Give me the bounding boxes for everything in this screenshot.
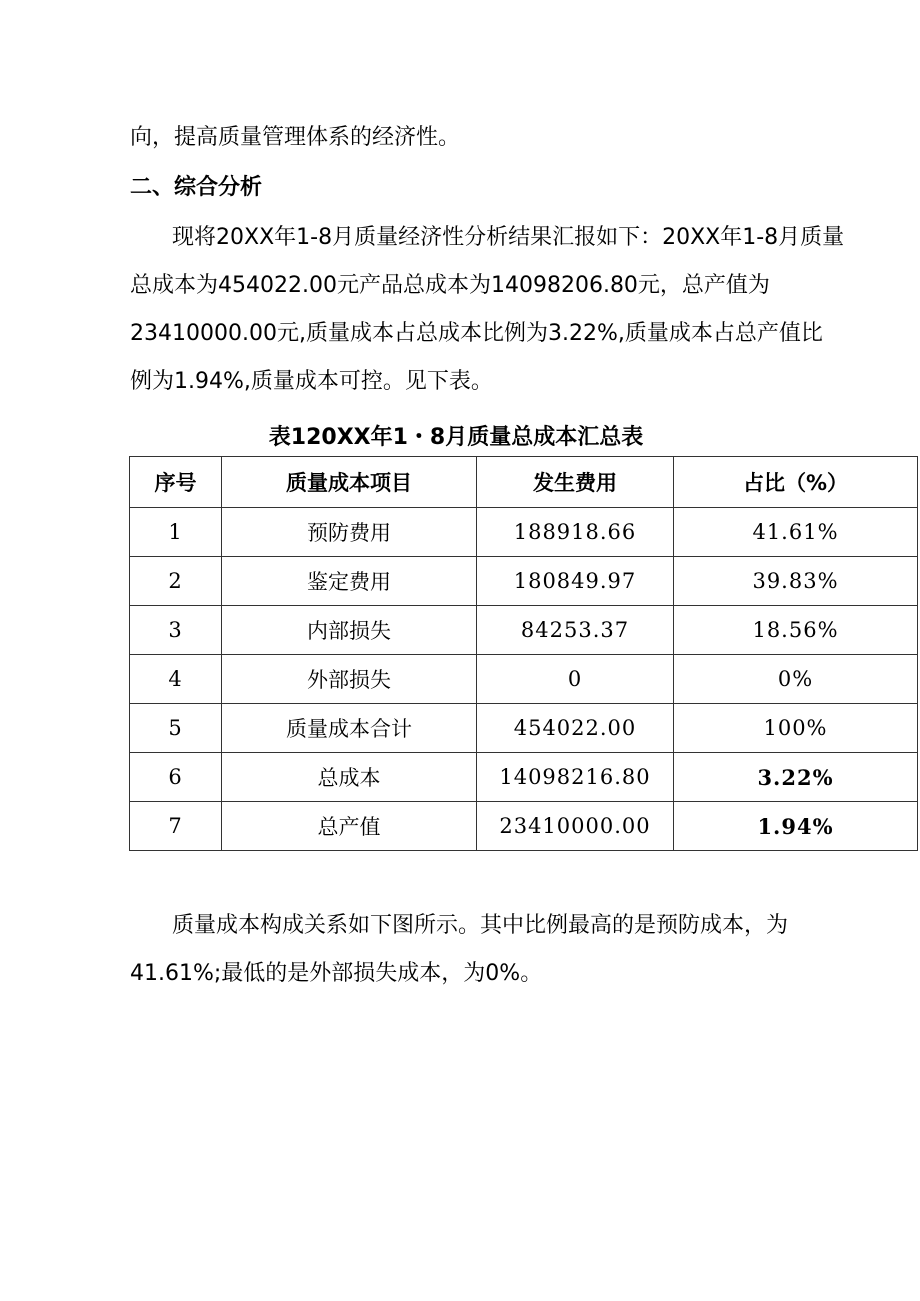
row-cost: 0 xyxy=(477,655,674,704)
table-title xyxy=(0,420,920,451)
table-title-text: 表120XX年1・8月质量总成本汇总表 xyxy=(268,425,644,450)
paragraph-line: 总成本为454022.00元产品总成本为14098206.80元，总产值为 xyxy=(130,273,770,298)
row-ratio: 1.94% xyxy=(674,802,918,851)
row-ratio: 100% xyxy=(674,704,918,753)
row-item: 内部损失 xyxy=(222,606,477,655)
row-no: 7 xyxy=(130,802,222,851)
row-no: 6 xyxy=(130,753,222,802)
table-header-row xyxy=(130,457,918,508)
row-cost: 180849.97 xyxy=(477,557,674,606)
row-item: 质量成本合计 xyxy=(222,704,477,753)
row-cost: 14098216.80 xyxy=(477,753,674,802)
row-item: 总产值 xyxy=(222,802,477,851)
row-cost: 84253.37 xyxy=(477,606,674,655)
row-no: 5 xyxy=(130,704,222,753)
paragraph-line: 41.61%;最低的是外部损失成本，为0%。 xyxy=(130,961,543,986)
paragraph-line: 向，提高质量管理体系的经济性。 xyxy=(130,125,461,150)
row-ratio: 3.22% xyxy=(674,753,918,802)
header-ratio: 占比（%） xyxy=(674,457,918,508)
row-item: 鉴定费用 xyxy=(222,557,477,606)
table-row xyxy=(130,557,918,606)
header-cost: 发生费用 xyxy=(477,457,674,508)
row-cost: 23410000.00 xyxy=(477,802,674,851)
row-ratio: 39.83% xyxy=(674,557,918,606)
row-cost: 454022.00 xyxy=(477,704,674,753)
header-item: 质量成本项目 xyxy=(222,457,477,508)
table-row xyxy=(130,655,918,704)
paragraph-line: 现将20XX年1-8月质量经济性分析结果汇报如下：20XX年1-8月质量 xyxy=(172,225,845,250)
table-row xyxy=(130,753,918,802)
row-ratio: 0% xyxy=(674,655,918,704)
table-row xyxy=(130,704,918,753)
row-cost: 188918.66 xyxy=(477,508,674,557)
table-row xyxy=(130,606,918,655)
row-no: 3 xyxy=(130,606,222,655)
paragraph-line: 例为1.94%,质量成本可控。见下表。 xyxy=(130,369,493,394)
row-no: 1 xyxy=(130,508,222,557)
section-heading: 二、综合分析 xyxy=(130,175,263,200)
row-no: 2 xyxy=(130,557,222,606)
paragraph-line: 质量成本构成关系如下图所示。其中比例最高的是预防成本，为 xyxy=(172,913,789,938)
row-no: 4 xyxy=(130,655,222,704)
table-row xyxy=(130,508,918,557)
row-item: 预防费用 xyxy=(222,508,477,557)
cost-summary-table xyxy=(129,456,918,851)
table-row xyxy=(130,802,918,851)
header-no: 序号 xyxy=(130,457,222,508)
row-ratio: 41.61% xyxy=(674,508,918,557)
paragraph-line: 23410000.00元,质量成本占总成本比例为3.22%,质量成本占总产值比 xyxy=(130,321,823,346)
row-ratio: 18.56% xyxy=(674,606,918,655)
row-item: 总成本 xyxy=(222,753,477,802)
row-item: 外部损失 xyxy=(222,655,477,704)
